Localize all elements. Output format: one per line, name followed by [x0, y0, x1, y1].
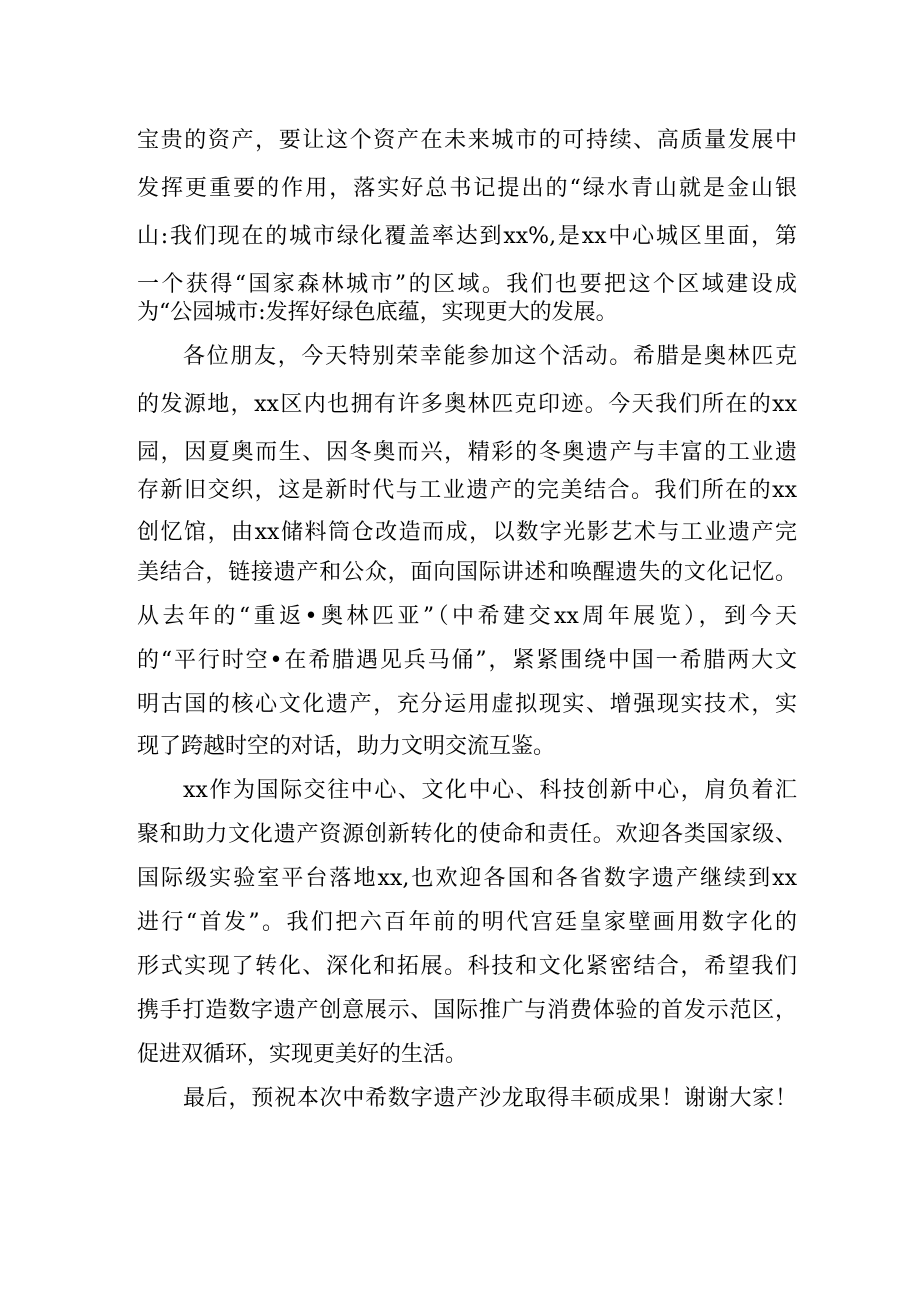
text-line: 的“平行时空•在希腊遇见兵马俑”，紧紧围绕中国一希腊两大文	[137, 648, 797, 673]
text-line: 园，因夏奥而生、因冬奥而兴，精彩的冬奥遗产与丰富的工业遗	[137, 440, 797, 465]
text-line: 发挥更重要的作用，落实好总书记提出的“绿水青山就是金山银	[137, 176, 797, 201]
text-line: 存新旧交织，这是新时代与工业遗产的完美结合。我们所在的xx	[137, 478, 797, 503]
text-line: 创忆馆，由xx储料筒仓改造而成，以数字光影艺术与工业遗产完	[137, 520, 797, 545]
text-line: 国际级实验室平台落地xx,也欢迎各国和各省数字遗产继续到xx	[137, 866, 797, 891]
text-line: 的发源地，xx区内也拥有许多奥林匹克印迹。今天我们所在的xx	[137, 392, 797, 417]
text-line: 促进双循环，实现更美好的生活。	[137, 1042, 468, 1067]
text-line: 聚和助力文化遗产资源创新转化的使命和责任。欢迎各类国家级、	[137, 822, 797, 847]
text-line: 形式实现了转化、深化和拓展。科技和文化紧密结合，希望我们	[137, 954, 797, 979]
paragraph-first-line: 各位朋友，今天特别荣幸能参加这个活动。希腊是奥林匹克	[183, 344, 797, 369]
closing-line: 最后，预祝本次中希数字遗产沙龙取得丰硕成果！谢谢大家！	[183, 1086, 797, 1111]
text-line: 现了跨越时空的对话，助力文明交流互鉴。	[137, 734, 556, 759]
text-line: 携手打造数字遗产创意展示、国际推广与消费体验的首发示范区，	[137, 998, 797, 1023]
text-line: 宝贵的资产，要让这个资产在未来城市的可持续、高质量发展中	[137, 128, 797, 153]
text-line: 美结合，链接遗产和公众，面向国际讲述和唤醒遗失的文化记忆。	[137, 560, 797, 585]
text-line: 为“公园城市:发挥好绿色底蕴，实现更大的发展。	[137, 300, 618, 325]
paragraph-first-line: xx作为国际交往中心、文化中心、科技创新中心，肩负着汇	[183, 778, 797, 803]
text-line: 一个获得“国家森林城市”的区域。我们也要把这个区域建设成	[137, 272, 797, 297]
text-line: 山:我们现在的城市绿化覆盖率达到xx%,是xx中心城区里面，第	[137, 224, 797, 249]
text-line: 进行“首发”。我们把六百年前的明代宫廷皇家壁画用数字化的	[137, 910, 797, 935]
text-line: 明古国的核心文化遗产，充分运用虚拟现实、增强现实技术，实	[137, 692, 797, 717]
text-line: 从去年的“重返•奥林匹亚”（中希建交xx周年展览），到今天	[137, 604, 797, 629]
